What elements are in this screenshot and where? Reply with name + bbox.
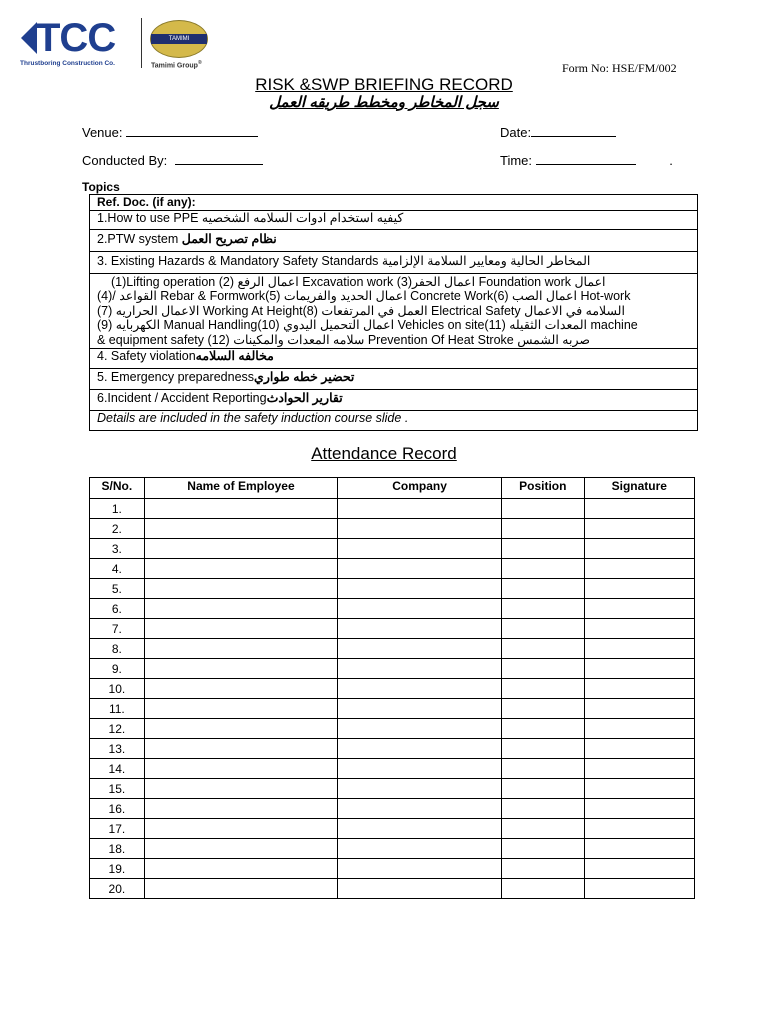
ref-doc-label: Ref. Doc. (if any): (90, 195, 698, 211)
table-row (90, 639, 695, 659)
table-row (90, 799, 695, 819)
topic-3-detail-line: (9) الكهربايه Manual Handling(10) اعمال التحميل اليدوي Vehicles on site(11) المعدات الثقيله machine (97, 318, 638, 332)
topics-row-3 (90, 251, 698, 273)
row-number: 18. (90, 839, 145, 859)
name-cell[interactable] (144, 759, 337, 779)
company-cell[interactable] (338, 619, 502, 639)
signature-cell[interactable] (584, 659, 694, 679)
topic-3-detail-line: & equipment safety (12) سلامه المعدات والمكينات Prevention Of Heat Stroke صربه الشمس (97, 332, 590, 347)
name-cell[interactable] (144, 819, 337, 839)
table-row (90, 619, 695, 639)
topics-note: Details are included in the safety induction course slide . (90, 410, 698, 430)
row-number: 11. (90, 699, 145, 719)
signature-cell[interactable] (584, 879, 694, 899)
name-cell[interactable] (144, 599, 337, 619)
company-cell[interactable] (338, 819, 502, 839)
topic-6-en: 6.Incident / Accident Reporting (97, 390, 267, 405)
name-cell[interactable] (144, 659, 337, 679)
signature-cell[interactable] (584, 739, 694, 759)
name-cell[interactable] (144, 679, 337, 699)
row-number: 20. (90, 879, 145, 899)
position-cell[interactable] (501, 859, 584, 879)
position-cell[interactable] (501, 879, 584, 899)
topics-row-1 (90, 210, 698, 229)
topic-3-detail-line: (7) الاعمال الحراريه Working At Height(8) العمل في المرتفعات Electrical Safety السلامه في الاعمال (97, 303, 625, 318)
topic-1-en: 1.How to use PPE (97, 210, 202, 225)
company-cell[interactable] (338, 739, 502, 759)
name-cell[interactable] (144, 579, 337, 599)
table-row (90, 719, 695, 739)
position-cell[interactable] (501, 699, 584, 719)
position-cell[interactable] (501, 679, 584, 699)
position-cell[interactable] (501, 659, 584, 679)
row-number: 8. (90, 639, 145, 659)
company-cell[interactable] (338, 659, 502, 679)
table-row (90, 659, 695, 679)
position-cell[interactable] (501, 619, 584, 639)
company-cell[interactable] (338, 799, 502, 819)
table-row (90, 879, 695, 899)
name-cell[interactable] (144, 639, 337, 659)
page-title: RISK &SWP BRIEFING RECORD (255, 75, 513, 94)
col-header-company: Company (338, 478, 502, 499)
signature-cell[interactable] (584, 699, 694, 719)
venue-input-line[interactable] (126, 124, 258, 137)
row-number: 7. (90, 619, 145, 639)
topic-5-ar: تحضير خطه طواري (254, 369, 355, 384)
table-row (90, 839, 695, 859)
time-input-line[interactable] (536, 152, 636, 165)
table-row (90, 759, 695, 779)
company-cell[interactable] (338, 499, 502, 519)
company-cell[interactable] (338, 539, 502, 559)
tamimi-globe-icon (150, 20, 208, 58)
signature-cell[interactable] (584, 639, 694, 659)
attendance-table (89, 477, 695, 899)
topic-3-ar: المخاطر الحالية ومعايير السلامة الإلزامية (381, 253, 591, 268)
signature-cell[interactable] (584, 839, 694, 859)
venue-label: Venue: (82, 125, 123, 140)
topic-6-ar: تقارير الحوادث (266, 390, 343, 405)
table-row (90, 559, 695, 579)
tcc-logo-text: TCC (36, 16, 116, 60)
row-number: 17. (90, 819, 145, 839)
row-number: 1. (90, 499, 145, 519)
row-number: 4. (90, 559, 145, 579)
tamimi-group-label: Tamimi Group® (151, 60, 202, 70)
row-number: 13. (90, 739, 145, 759)
signature-cell[interactable] (584, 719, 694, 739)
col-header-signature: Signature (584, 478, 694, 499)
name-cell[interactable] (144, 719, 337, 739)
name-cell[interactable] (144, 559, 337, 579)
topic-2-en: 2.PTW system (97, 231, 182, 246)
name-cell[interactable] (144, 619, 337, 639)
position-cell[interactable] (501, 819, 584, 839)
position-cell[interactable] (501, 579, 584, 599)
company-cell[interactable] (338, 779, 502, 799)
row-number: 9. (90, 659, 145, 679)
topic-5-en: 5. Emergency preparedness (97, 369, 255, 384)
date-input-line[interactable] (531, 124, 616, 137)
position-cell[interactable] (501, 779, 584, 799)
attendance-body (90, 499, 695, 899)
topic-4-en: 4. Safety violation (97, 348, 196, 363)
signature-cell[interactable] (584, 859, 694, 879)
topic-2-ar: نظام تصريح العمل (181, 231, 277, 246)
attendance-header-row (90, 478, 695, 499)
position-cell[interactable] (501, 799, 584, 819)
signature-cell[interactable] (584, 619, 694, 639)
time-label: Time: (500, 153, 533, 168)
name-cell[interactable] (144, 779, 337, 799)
company-cell[interactable] (338, 639, 502, 659)
row-number: 15. (90, 779, 145, 799)
table-row (90, 739, 695, 759)
venue-field (82, 124, 258, 140)
company-cell[interactable] (338, 679, 502, 699)
company-cell[interactable] (338, 879, 502, 899)
name-cell[interactable] (144, 859, 337, 879)
table-row (90, 519, 695, 539)
name-cell[interactable] (144, 699, 337, 719)
table-row (90, 859, 695, 879)
topic-1-ar: كيفيه استخدام ادوات السلامه الشخصيه (201, 210, 404, 225)
signature-cell[interactable] (584, 579, 694, 599)
row-number: 3. (90, 539, 145, 559)
signature-cell[interactable] (584, 539, 694, 559)
attendance-title: Attendance Record (311, 444, 457, 463)
row-number: 10. (90, 679, 145, 699)
name-cell[interactable] (144, 519, 337, 539)
topics-table (89, 194, 698, 431)
col-header-sno: S/No. (90, 478, 145, 499)
position-cell[interactable] (501, 539, 584, 559)
table-row (90, 679, 695, 699)
position-cell[interactable] (501, 839, 584, 859)
table-row (90, 699, 695, 719)
signature-cell[interactable] (584, 799, 694, 819)
position-cell[interactable] (501, 599, 584, 619)
company-cell[interactable] (338, 719, 502, 739)
company-cell[interactable] (338, 579, 502, 599)
topics-row-3-details (90, 273, 698, 348)
position-cell[interactable] (501, 499, 584, 519)
name-cell[interactable] (144, 839, 337, 859)
row-number: 19. (90, 859, 145, 879)
tamimi-emblem-text: TAMIMI (168, 36, 190, 42)
row-number: 12. (90, 719, 145, 739)
signature-cell[interactable] (584, 559, 694, 579)
table-row (90, 499, 695, 519)
signature-cell[interactable] (584, 819, 694, 839)
table-row (90, 779, 695, 799)
time-trailer: . (669, 153, 673, 168)
topics-row-ref (90, 195, 698, 211)
time-field (500, 152, 673, 168)
date-field (500, 124, 616, 140)
signature-cell[interactable] (584, 599, 694, 619)
name-cell[interactable] (144, 799, 337, 819)
company-cell[interactable] (338, 759, 502, 779)
row-number: 5. (90, 579, 145, 599)
col-header-name: Name of Employee (144, 478, 337, 499)
topic-4-ar: مخالفه السلامه (195, 348, 274, 363)
topics-row-note (90, 410, 698, 430)
date-label: Date: (500, 125, 532, 140)
conducted-by-input-line[interactable] (175, 152, 263, 165)
tcc-logo-subtitle: Thrustboring Construction Co. (20, 60, 115, 67)
signature-cell[interactable] (584, 499, 694, 519)
position-cell[interactable] (501, 519, 584, 539)
name-cell[interactable] (144, 539, 337, 559)
row-number: 14. (90, 759, 145, 779)
col-header-position: Position (501, 478, 584, 499)
company-cell[interactable] (338, 559, 502, 579)
tcc-arrow-icon (21, 22, 37, 54)
position-cell[interactable] (501, 639, 584, 659)
table-row (90, 579, 695, 599)
row-number: 16. (90, 799, 145, 819)
position-cell[interactable] (501, 759, 584, 779)
table-row (90, 539, 695, 559)
company-cell[interactable] (338, 599, 502, 619)
position-cell[interactable] (501, 719, 584, 739)
topic-3-detail-line: (1)Lifting operation (2) اعمال الرفع Excavation work (3)اعمال الحفر Foundation work اعمال (111, 274, 606, 289)
table-row (90, 599, 695, 619)
name-cell[interactable] (144, 879, 337, 899)
row-number: 2. (90, 519, 145, 539)
topic-3-en: 3. Existing Hazards & Mandatory Safety Standards (97, 253, 382, 268)
topics-row-2 (90, 229, 698, 251)
position-cell[interactable] (501, 739, 584, 759)
position-cell[interactable] (501, 559, 584, 579)
company-cell[interactable] (338, 699, 502, 719)
page-title-arabic: سجل المخاطر ومخطط طريقه العمل (269, 94, 499, 111)
topics-label: Topics (82, 180, 120, 194)
logo-divider (141, 18, 142, 68)
conducted-by-label: Conducted By: (82, 153, 168, 168)
company-cell[interactable] (338, 859, 502, 879)
signature-cell[interactable] (584, 679, 694, 699)
conducted-by-field (82, 152, 263, 168)
row-number: 6. (90, 599, 145, 619)
topics-row-5 (90, 368, 698, 389)
name-cell[interactable] (144, 499, 337, 519)
topics-row-4 (90, 348, 698, 368)
company-cell[interactable] (338, 839, 502, 859)
signature-cell[interactable] (584, 519, 694, 539)
table-row (90, 819, 695, 839)
form-number: Form No: HSE/FM/002 (562, 61, 677, 75)
signature-cell[interactable] (584, 759, 694, 779)
topic-3-detail-line: (4)/ القواعد Rebar & Formwork(5) اعمال الحديد والفريمات Concrete Work(6) اعمال الصب Hot-work (97, 289, 631, 303)
topics-row-6 (90, 389, 698, 410)
company-cell[interactable] (338, 519, 502, 539)
name-cell[interactable] (144, 739, 337, 759)
signature-cell[interactable] (584, 779, 694, 799)
